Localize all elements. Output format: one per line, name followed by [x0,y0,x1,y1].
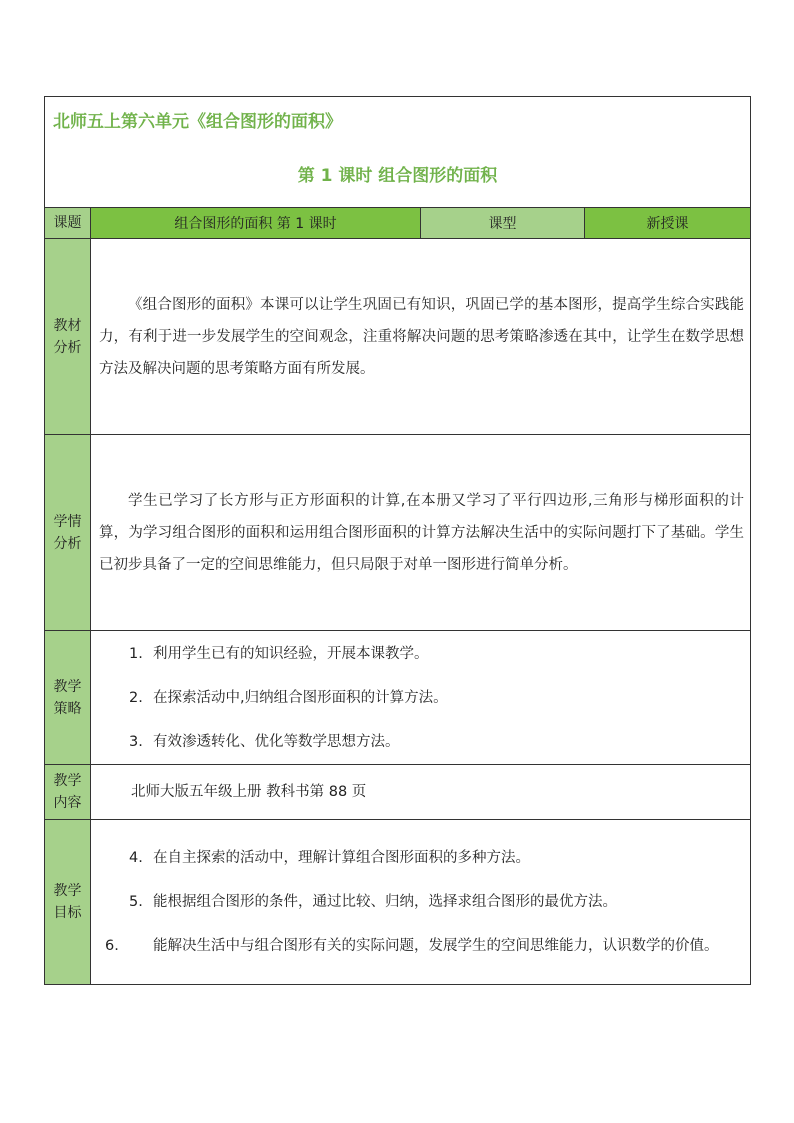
item-number: 4. [129,850,143,866]
topic-value: 组合图形的面积 第 1 课时 [91,208,421,239]
teaching-content-label [45,765,91,820]
item-number: 6. [105,938,119,954]
item-number: 1. [129,645,143,662]
item-number: 5. [129,894,143,910]
lesson-plan [44,96,750,985]
item-text: 利用学生已有的知识经验，开展本课教学。 [153,645,429,662]
list-item [91,930,750,962]
header-cell [45,97,751,208]
list-item [91,842,750,874]
list-item [91,682,750,714]
textbook-analysis-label [45,239,91,435]
item-text: 能根据组合图形的条件，通过比较、归纳，选择求组合图形的最优方法。 [153,894,617,910]
header-row [45,97,751,208]
textbook-analysis-content [91,239,751,435]
textbook-analysis-row [45,239,751,435]
item-text: 在探索活动中,归纳组合图形面积的计算方法。 [153,689,448,706]
teaching-content-row [45,765,751,820]
teaching-strategy-row [45,631,751,765]
item-text: 在自主探索的活动中，理解计算组合图形面积的多种方法。 [153,850,530,866]
label-text: 教学 内容 [53,773,82,811]
teaching-goals-content [91,820,751,985]
lesson-title: 第 1 课时 组合图形的面积 [297,166,498,186]
lesson-type-value: 新授课 [585,208,751,239]
teaching-content-text: 北师大版五年级上册 教科书第 88 页 [131,784,367,800]
student-analysis-row [45,435,751,631]
document-title: 北师五上第六单元《组合图形的面积》 [53,112,342,132]
list-item [91,886,750,918]
teaching-strategy-content [91,631,751,765]
label-text: 教材 分析 [53,317,82,356]
lesson-plan-table [44,96,751,985]
label-text: 教学 策略 [53,678,82,717]
teaching-strategy-label [45,631,91,765]
item-text: 有效渗透转化、优化等数学思想方法。 [153,733,400,750]
item-number: 3. [129,733,143,750]
teaching-content-content [91,765,751,820]
teaching-goals-row [45,820,751,985]
student-analysis-label [45,435,91,631]
info-row [45,208,751,239]
lesson-type-label: 课型 [421,208,585,239]
list-item [91,726,750,758]
topic-label: 课题 [45,208,91,239]
student-analysis-content [91,435,751,631]
list-item [91,638,750,670]
textbook-analysis-text: 《组合图形的面积》本课可以让学生巩固已有知识，巩固已学的基本图形，提高学生综合实践能力，有利于进一步发展学生的空间观念，注重将解决问题的思考策略渗透在其中，让学生在数学思想方法及解决问题的思考策略方面有所发展。 [99,296,744,377]
item-number: 2. [129,689,143,706]
label-text: 学情 分析 [53,513,82,552]
label-text: 教学 目标 [53,883,82,921]
student-analysis-text: 学生已学习了长方形与正方形面积的计算,在本册又学习了平行四边形,三角形与梯形面积的计算，为学习组合图形的面积和运用组合图形面积的计算方法解决生活中的实际问题打下了基础。学生已初步具备了一定的空间思维能力，但只局限于对单一图形进行简单分析。 [99,492,744,573]
item-text: 能解决生活中与组合图形有关的实际问题，发展学生的空间思维能力，认识数学的价值。 [153,938,719,954]
teaching-goals-label [45,820,91,985]
